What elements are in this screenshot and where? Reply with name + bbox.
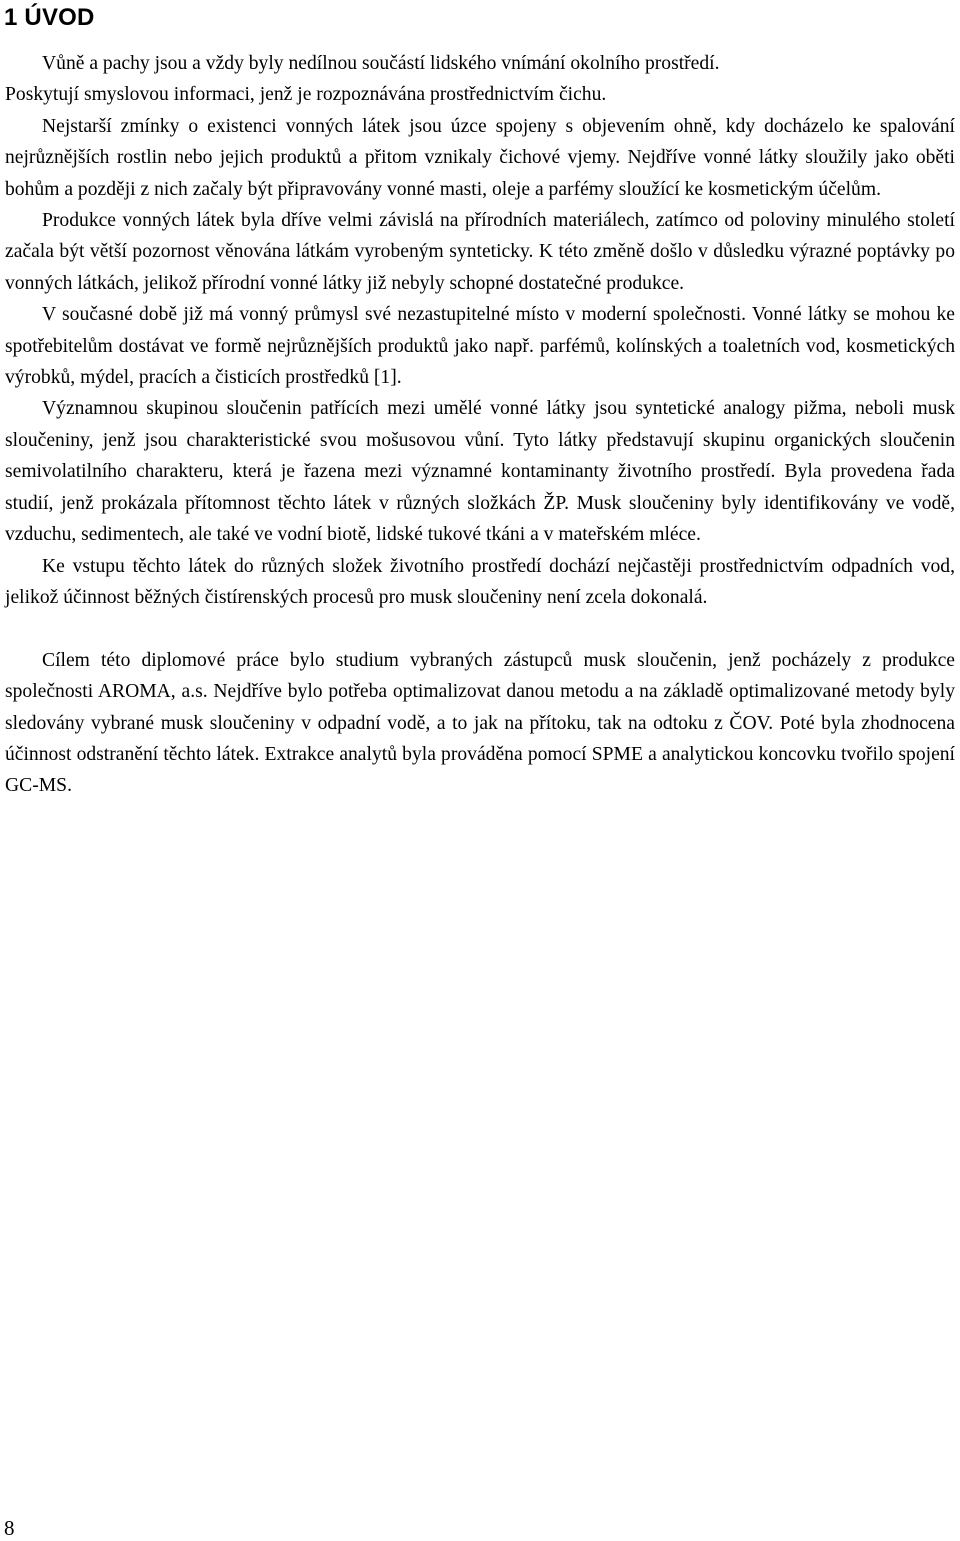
paragraph-8: Cílem této diplomové práce bylo studium vybraných zástupců musk sloučenin, jenž pocházely z produkce společnosti AROMA, a.s. Nejdříve bylo potřeba optimalizovat danou metodu a na základě optimalizované metody byly sledovány vybrané musk sloučeniny v odpadní vodě, a to jak na přítoku, tak na odtoku z ČOV. Poté byla zhodnocena účinnost odstranění těchto látek. Extrakce analytů byla prováděna pomocí SPME a analytickou koncovku tvořilo spojení GC-MS. xyxy=(5,649,955,797)
paragraph-4: Produkce vonných látek byla dříve velmi závislá na přírodních materiálech, zatímco od poloviny minulého století začala být větší pozornost věnována látkám vyrobeným synteticky. K této změně došlo v důsledku výrazné poptávky po vonných látkách, jelikož přírodní vonné látky již nebyly schopné dostatečné produkce. xyxy=(5,210,955,294)
paragraph-3: Nejstarší zmínky o existenci vonných látek jsou úzce spojeny s objevením ohně, kdy docházelo ke spalování nejrůznějších rostlin nebo jejich produktů a přitom vznikaly čichové vjemy. Nejdříve vonné látky sloužily jako oběti bohům a později z nich začaly být připravovány vonné masti, oleje a parfémy sloužící ke kosmetickým účelům. xyxy=(5,115,955,200)
paragraph-1: Vůně a pachy jsou a vždy byly nedílnou součástí lidského vnímání okolního prostředí. xyxy=(42,53,720,74)
paragraph-5: V současné době již má vonný průmysl své nezastupitelné místo v moderní společnosti. Vonné látky se mohou ke spotřebitelům dostávat ve formě nejrůznějších produktů jako např. parfémů, kolínských a toaletních vod, kosmetických výrobků, mýdel, pracích a čisticích prostředků [1]. xyxy=(5,304,955,389)
paragraph-7: Ke vstupu těchto látek do různých složek životního prostředí dochází nejčastěji prostřednictvím odpadních vod, jelikož účinnost běžných čistírenských procesů pro musk sloučeniny není zcela dokonalá. xyxy=(5,555,955,608)
paragraph-2: Poskytují smyslovou informaci, jenž je rozpoznávána prostřednictvím čichu. xyxy=(5,84,607,106)
section-heading: 1 ÚVOD xyxy=(4,4,95,31)
paragraph-6: Významnou skupinou sloučenin patřících mezi umělé vonné látky jsou syntetické analogy pižma, neboli musk sloučeniny, jenž jsou charakteristické svou mošusovou vůní. Tyto látky představují skupinu organických sloučenin semivolatilního charakteru, která je řazena mezi významné kontaminanty životního prostředí. Byla provedena řada studií, jenž prokázala přítomnost těchto látek v různých složkách ŽP. Musk sloučeniny byly identifikovány ve vodě, vzduchu, sedimentech, ale také ve vodní biotě, lidské tukové tkáni a v mateřském mléce. xyxy=(5,398,955,546)
body-text xyxy=(5,48,955,802)
page-number: 8 xyxy=(4,1516,15,1540)
